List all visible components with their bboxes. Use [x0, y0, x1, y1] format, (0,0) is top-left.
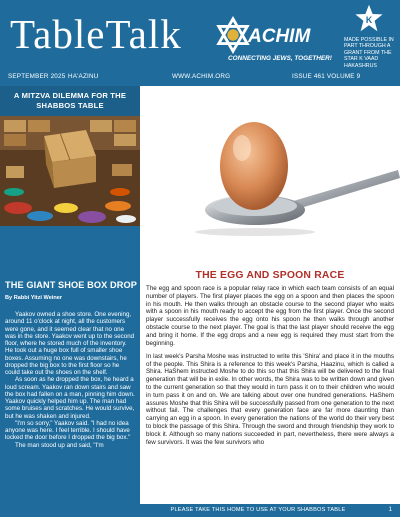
article-paragraph: In last week's Parsha Moshe was instructed to write this 'Shira' and place it in the mouths of the people. This Shira is a reference to this week's Parsha, Haazinu, which is called a Shira. HaShem instructed Moshe to do this so that this Shira will be delivered to the final generation that will be in exile. In other words, the Shira was to be written down and given to the current generation so that they would in turn pass it on to their children who would in turn pass it on and on. We are talking about over one hundred generations. HaShem assures Moshe that this Shira will be successfully passed from one generation to the next without fail. The challenges that every generation face are far more daunting than carrying an egg in a spoon. In every generation the nations of the world do their very best to block the passage of this Shira. Through the sword and through friendship they work to block it. Although so many nations succeeded in part, nevertheless, there were always a few survivors. It was the few survivors who	[146, 352, 394, 446]
website-link[interactable]: WWW.ACHIM.ORG	[172, 73, 231, 80]
footer-bar	[140, 504, 400, 517]
issue-date: SEPTEMBER 2025	[8, 73, 66, 80]
story-body	[5, 311, 135, 449]
shoe-box-illustration	[0, 116, 140, 226]
star-k-icon	[353, 4, 385, 36]
left-sidebar	[0, 86, 140, 517]
issue-info-bar	[0, 71, 400, 83]
grant-line: HAKASHRUS	[344, 62, 377, 69]
achim-tagline: CONNECTING JEWS, TOGETHER!	[228, 55, 332, 62]
grant-line: STAR K VAAD	[344, 56, 379, 63]
svg-text:K: K	[365, 15, 373, 26]
story-paragraph: As soon as he dropped the box, he heard a loud scream. Yaakov ran down stairs and saw the box had fallen on a man, pinning him down. Yaakov quickly helped him up. The man had some bruises and scratches. He would survive, but he was shaken and injured.	[5, 376, 135, 420]
achim-logo-word: ACHIM	[248, 26, 311, 47]
star-of-david-icon	[214, 16, 252, 54]
article-body	[146, 285, 394, 452]
story-paragraph: "I'm so sorry," Yaakov said. "I had no idea anyone was here. I feel terrible. I should have locked the door before I dropped the big box."	[5, 419, 131, 442]
article-title: THE EGG AND SPOON RACE	[195, 270, 345, 281]
grant-text	[344, 37, 398, 69]
masthead	[0, 0, 400, 86]
masthead-title: TableTalk	[10, 11, 182, 57]
grant-line: PART THROUGH A	[344, 43, 391, 50]
section-header-line: A MITZVA DILEMMA FOR THE	[13, 91, 127, 100]
page-number: 1	[388, 507, 392, 513]
egg-on-spoon-photo	[140, 86, 400, 238]
footer-message: PLEASE TAKE THIS HOME TO USE AT YOUR SHABBOS TABLE	[170, 507, 346, 513]
issue-number: ISSUE 461 VOLUME 9	[292, 73, 361, 80]
grant-line: MADE POSSIBLE IN	[344, 37, 394, 43]
story-paragraph: Yaakov owned a shoe store. One evening, around 11 o'clock at night, all the customers were gone, and it seemed clear that no one was in the store. Yaakov went up to the second floor, where he stored much of the inventory. He took out a huge box full of smaller shoe boxes. Assuming no one was downstairs, he dropped the big box to the first floor so he could take out the shoes on the shelf.	[5, 311, 135, 376]
grant-line: GRANT FROM THE	[344, 49, 392, 56]
article-paragraph: The egg and spoon race is a popular relay race in which each team consists of an equal number of players. The first player places the egg on a spoon and then places the spoon in his mouth. He then walks through an obstacle course to the second player who waits with a spoon in his mouth ready to accept the egg from the first player. Once the second player successfully receives the egg onto his spoon he then walks through another obstacle course to the next player. The goal is that the last player should receive the egg and bring it home. If the egg drops and a new egg is required they must start from the beginning.	[146, 285, 394, 347]
achim-logo	[214, 16, 350, 66]
section-header	[0, 86, 140, 116]
parsha-name: HA'AZINU	[68, 73, 99, 80]
story-paragraph: The man stood up and said, "I'm	[15, 441, 104, 449]
section-header-line: SHABBOS TABLE	[36, 100, 104, 110]
story-title: THE GIANT SHOE BOX DROP	[5, 280, 137, 290]
story-byline: By Rabbi Yitzi Weiner	[5, 295, 63, 301]
